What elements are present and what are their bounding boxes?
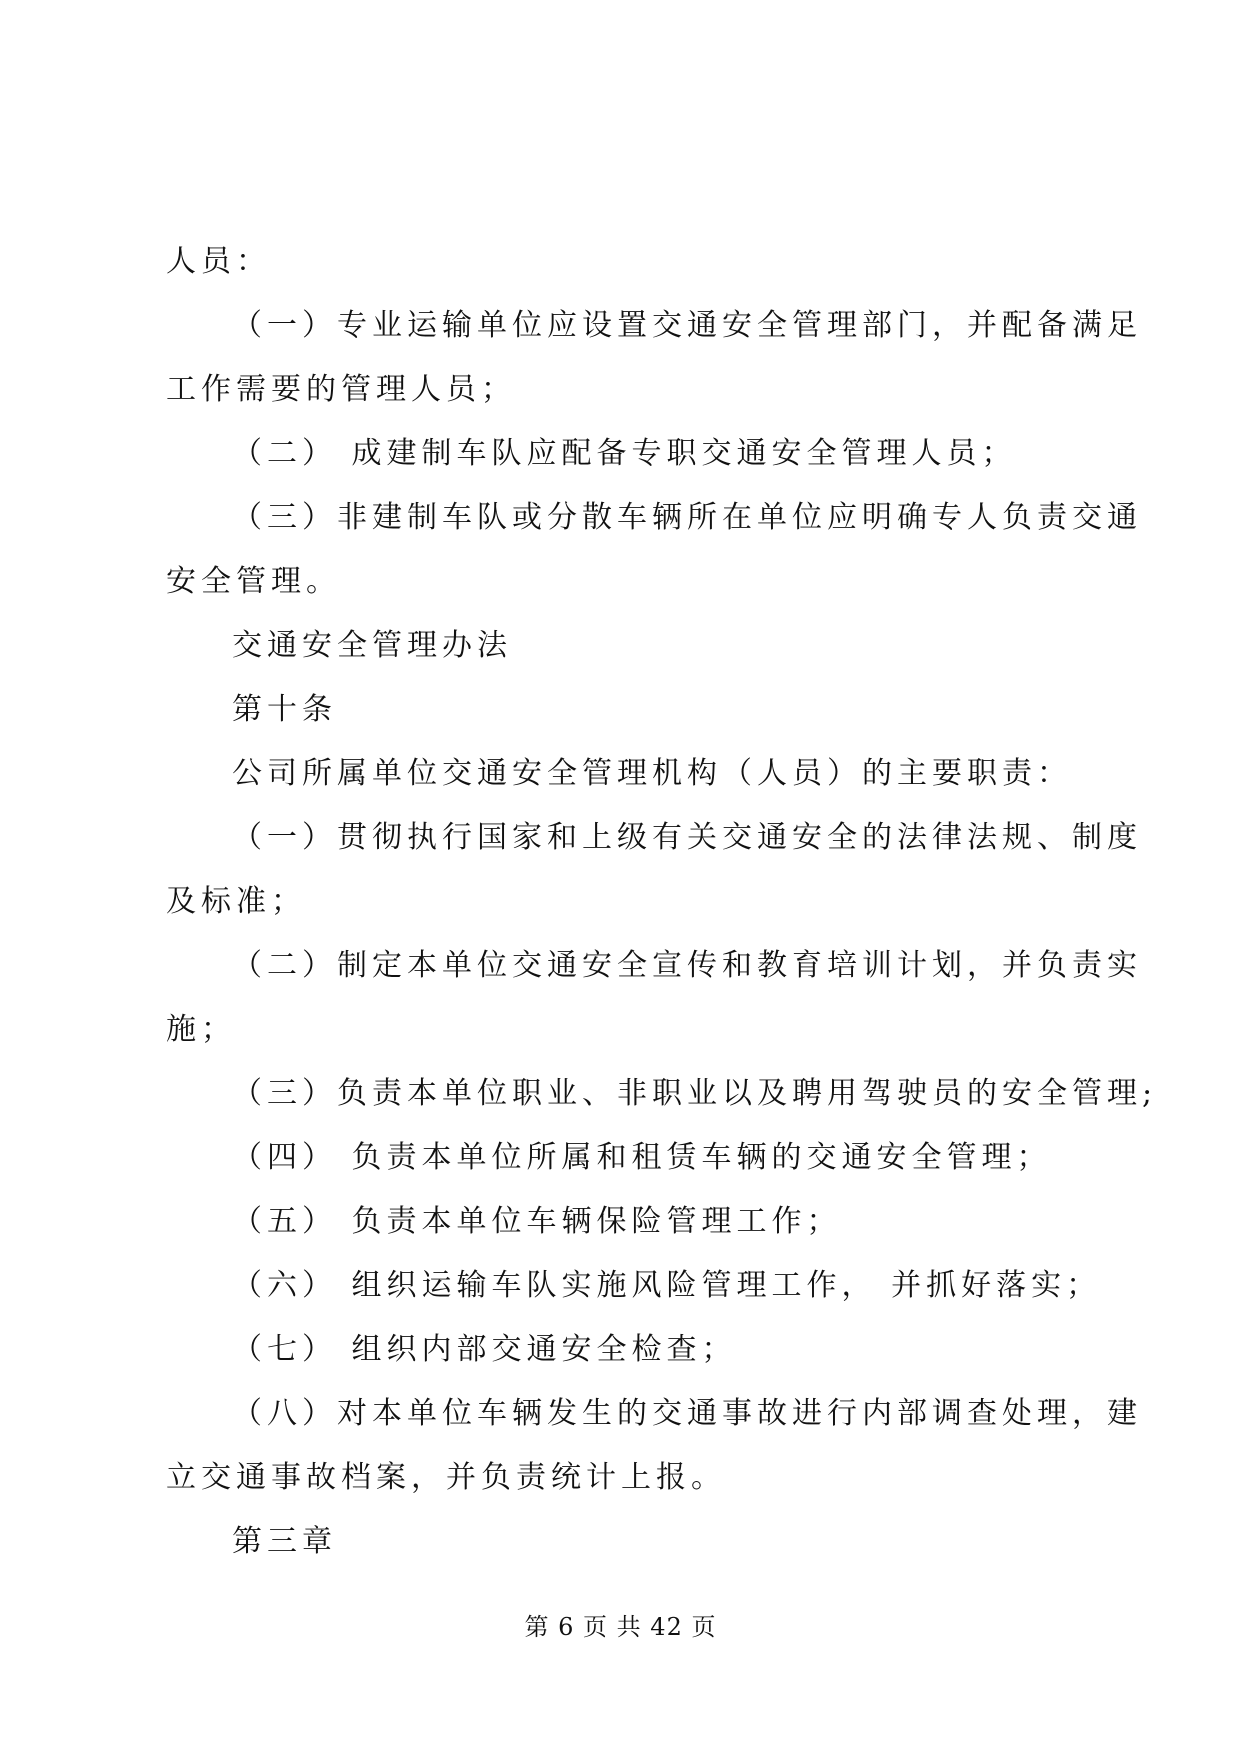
text-line: 立交通事故档案，并负责统计上报。	[166, 1460, 726, 1495]
text-line: （六） 组织运输车队实施风险管理工作， 并抓好落实；	[232, 1268, 1102, 1303]
text-line: （二） 成建制车队应配备专职交通安全管理人员；	[232, 436, 1017, 471]
text-line: 公司所属单位交通安全管理机构（人员）的主要职责：	[232, 756, 1072, 791]
text-line: 及标准；	[166, 884, 306, 919]
text-line: （三）负责本单位职业、非职业以及聘用驾驶员的安全管理;	[232, 1076, 1158, 1111]
text-line: 安全管理。	[166, 564, 341, 599]
document-body	[166, 230, 1158, 1574]
text-line: 施；	[166, 1012, 236, 1047]
text-line: （七） 组织内部交通安全检查；	[232, 1332, 737, 1367]
page-footer: 第 6 页 共 42 页	[524, 1613, 717, 1641]
text-line: （八）对本单位车辆发生的交通事故进行内部调查处理，建	[232, 1396, 1142, 1431]
text-line: 工作需要的管理人员；	[166, 372, 516, 407]
text-line: 交通安全管理办法	[232, 628, 512, 663]
text-line: 第三章	[232, 1524, 337, 1559]
text-line: 人员：	[166, 244, 271, 279]
text-line: （四） 负责本单位所属和租赁车辆的交通安全管理；	[232, 1140, 1052, 1175]
text-line: （二）制定本单位交通安全宣传和教育培训计划，并负责实	[232, 948, 1142, 983]
text-line: （五） 负责本单位车辆保险管理工作；	[232, 1204, 842, 1239]
text-line: （一）专业运输单位应设置交通安全管理部门，并配备满足	[232, 308, 1142, 343]
text-line: （三）非建制车队或分散车辆所在单位应明确专人负责交通	[232, 500, 1142, 535]
text-line: （一）贯彻执行国家和上级有关交通安全的法律法规、制度	[232, 820, 1142, 855]
text-line: 第十条	[232, 692, 337, 727]
